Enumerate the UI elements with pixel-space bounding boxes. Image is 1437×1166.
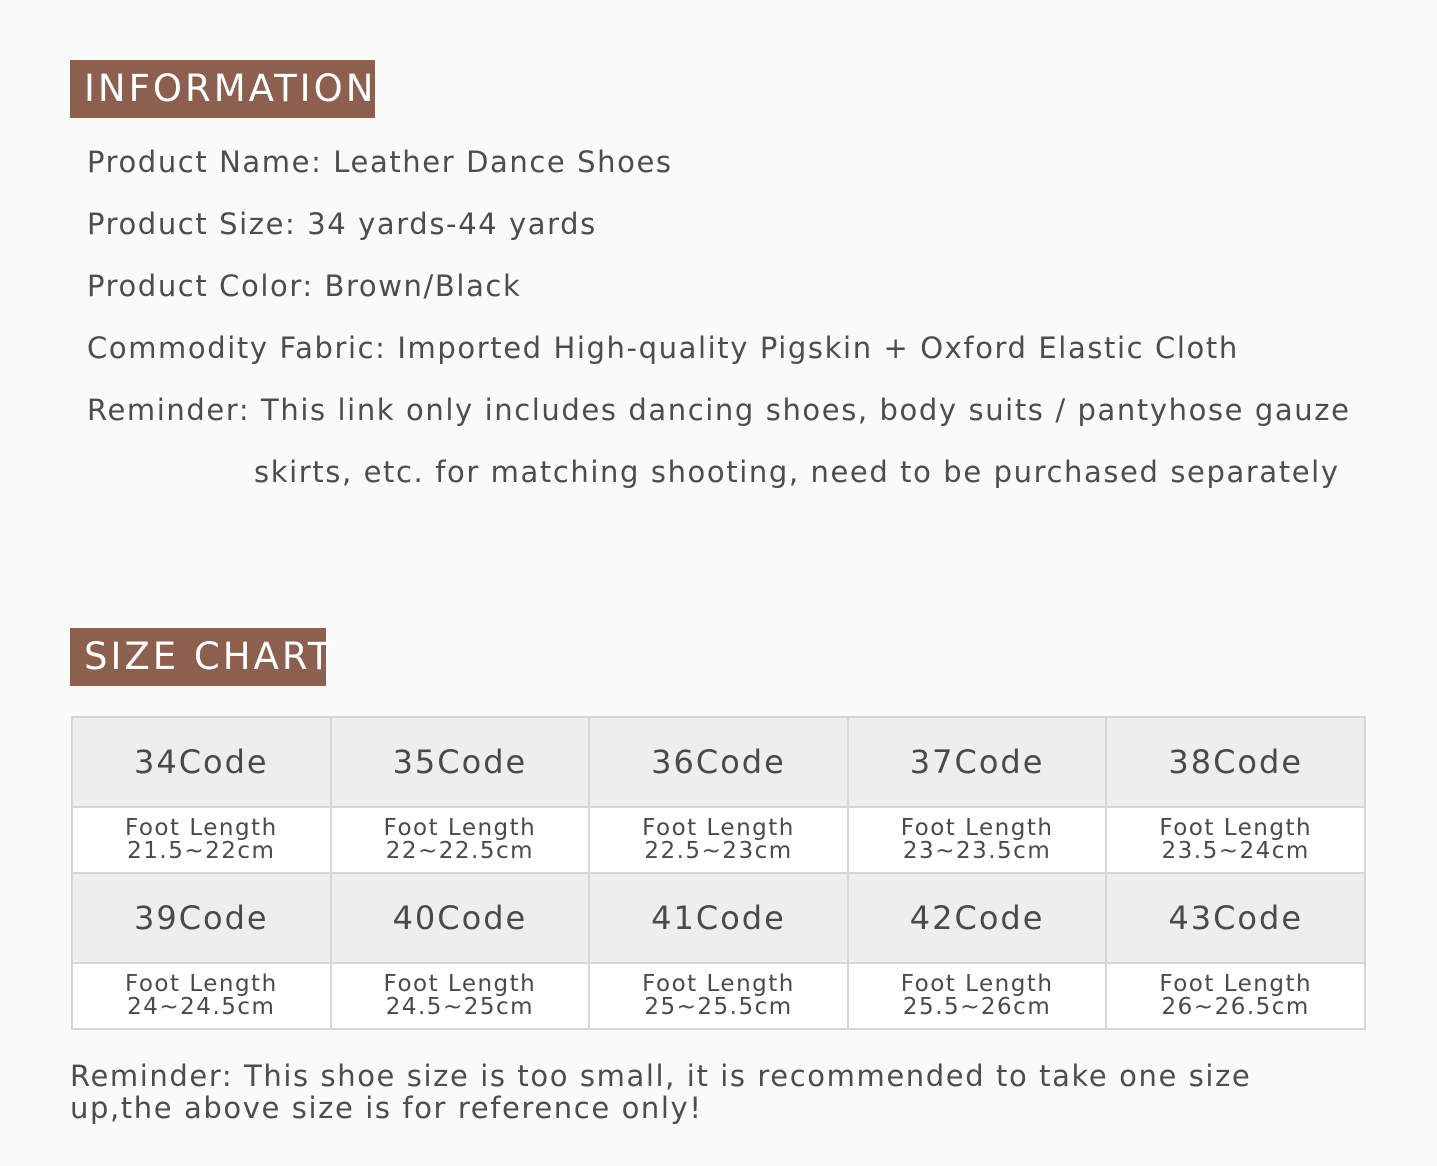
foot-length-cell: [72, 963, 331, 1029]
product-color-line: Product Color: Brown/Black: [87, 269, 522, 303]
size-code-cell: 40Code: [331, 873, 590, 963]
foot-length-value: 26~26.5cm: [1161, 994, 1310, 1020]
size-code-cell: 42Code: [848, 873, 1107, 963]
table-row: [72, 807, 1365, 873]
foot-length-label: Foot Length: [900, 971, 1054, 997]
size-chart-heading: SIZE CHART: [70, 628, 326, 686]
foot-length-cell: [848, 963, 1107, 1029]
foot-length-cell: [1106, 807, 1365, 873]
foot-length-value: 23~23.5cm: [902, 838, 1052, 864]
size-reminder-note: Reminder: This shoe size is too small, it is recommended to take one size up,the above size is for reference only!: [70, 1059, 1252, 1125]
foot-length-label: Foot Length: [124, 815, 278, 841]
foot-length-cell: [848, 807, 1107, 873]
size-code-cell: 39Code: [72, 873, 331, 963]
foot-length-value: 22.5~23cm: [644, 838, 793, 864]
product-size-line: Product Size: 34 yards-44 yards: [87, 207, 597, 241]
foot-length-label: Foot Length: [642, 971, 795, 997]
foot-length-value: 22~22.5cm: [385, 838, 535, 864]
foot-length-value: 25.5~26cm: [902, 994, 1052, 1020]
table-row: [72, 963, 1365, 1029]
foot-length-value: 23.5~24cm: [1161, 838, 1310, 864]
foot-length-cell: [589, 807, 848, 873]
foot-length-label: Foot Length: [383, 971, 537, 997]
foot-length-label: Foot Length: [642, 815, 795, 841]
reminder-line: Reminder: This link only includes dancing shoes, body suits / pantyhose gauze: [87, 393, 1351, 427]
foot-length-cell: [331, 807, 590, 873]
foot-length-label: Foot Length: [124, 971, 278, 997]
foot-length-value: 24~24.5cm: [127, 994, 276, 1020]
foot-length-value: 21.5~22cm: [127, 838, 276, 864]
size-code-cell: 41Code: [589, 873, 848, 963]
foot-length-label: Foot Length: [383, 815, 537, 841]
foot-length-value: 25~25.5cm: [644, 994, 793, 1020]
commodity-fabric-line: Commodity Fabric: Imported High-quality Pigskin + Oxford Elastic Cloth: [87, 331, 1239, 365]
size-code-cell: 35Code: [331, 717, 590, 807]
information-heading: INFORMATION: [70, 60, 375, 118]
size-code-cell: 43Code: [1106, 873, 1365, 963]
size-code-cell: 37Code: [848, 717, 1107, 807]
foot-length-label: Foot Length: [1159, 815, 1313, 841]
reminder-continuation-line: skirts, etc. for matching shooting, need to be purchased separately: [254, 455, 1340, 489]
size-code-cell: 34Code: [72, 717, 331, 807]
product-name-line: Product Name: Leather Dance Shoes: [87, 145, 673, 179]
foot-length-label: Foot Length: [1159, 971, 1313, 997]
size-code-cell: 36Code: [589, 717, 848, 807]
foot-length-cell: [72, 807, 331, 873]
foot-length-label: Foot Length: [900, 815, 1054, 841]
foot-length-cell: [331, 963, 590, 1029]
size-chart-table: [71, 716, 1366, 1030]
table-row: [72, 873, 1365, 963]
foot-length-cell: [589, 963, 848, 1029]
foot-length-cell: [1106, 963, 1365, 1029]
table-row: [72, 717, 1365, 807]
foot-length-value: 24.5~25cm: [385, 994, 535, 1020]
size-code-cell: 38Code: [1106, 717, 1365, 807]
